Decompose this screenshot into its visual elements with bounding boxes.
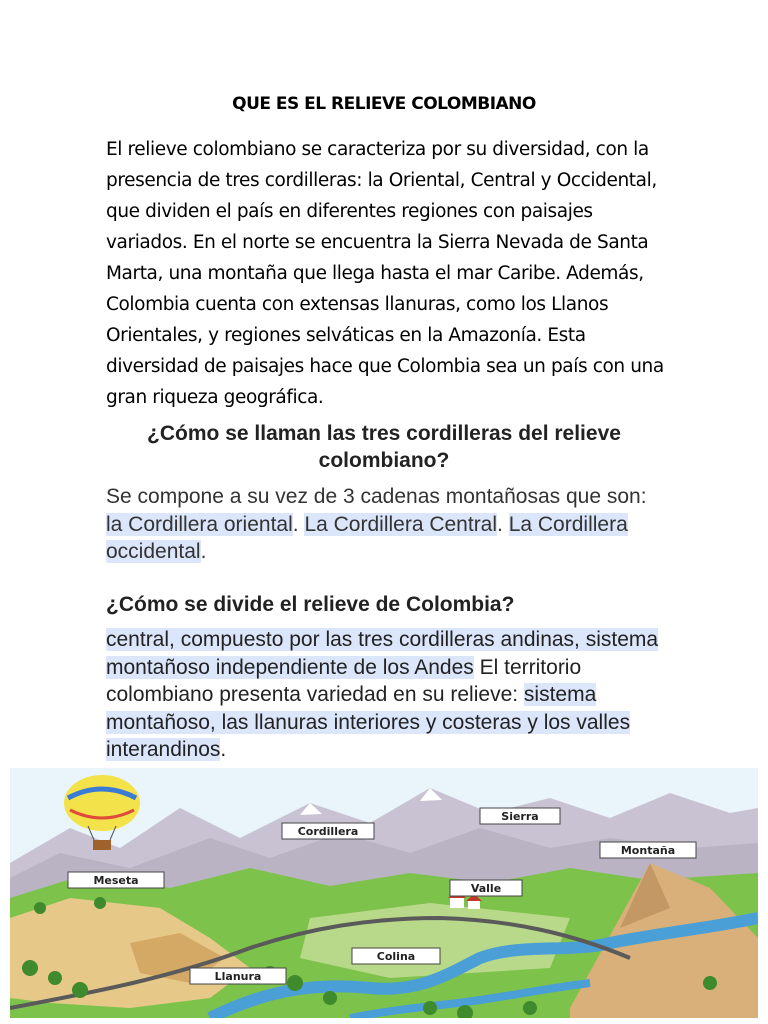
page-title: QUE ES EL RELIEVE COLOMBIANO bbox=[232, 94, 536, 114]
svg-text:Cordillera: Cordillera bbox=[297, 825, 359, 838]
label-valle bbox=[450, 880, 522, 896]
svg-text:Llanura: Llanura bbox=[214, 970, 262, 983]
svg-text:Montaña: Montaña bbox=[620, 844, 676, 857]
highlight-central: central, compuesto por las tres cordilleras andinas, sistema montañoso independiente de los Andes bbox=[106, 628, 659, 679]
label-cordillera bbox=[282, 823, 374, 839]
svg-text:Valle: Valle bbox=[470, 882, 502, 895]
label-montana bbox=[600, 842, 696, 858]
svg-text:Colina: Colina bbox=[376, 950, 416, 963]
answer-middle: El territorio colombiano presenta variedad en su relieve: bbox=[106, 655, 582, 706]
svg-text:Sierra: Sierra bbox=[501, 810, 539, 823]
label-meseta bbox=[68, 872, 164, 888]
separator: . bbox=[497, 512, 509, 536]
separator: . bbox=[292, 512, 305, 536]
highlight-cordillera-oriental: la Cordillera oriental bbox=[106, 512, 293, 536]
answer-cordilleras bbox=[106, 483, 666, 566]
label-llanura bbox=[190, 968, 286, 984]
label-colina bbox=[352, 948, 440, 964]
question-division: ¿Cómo se divide el relieve de Colombia? bbox=[106, 593, 515, 616]
period: . bbox=[220, 738, 227, 761]
answer-prefix: Se compone a su vez de 3 cadenas montañosas que son: bbox=[106, 485, 647, 508]
svg-text:Meseta: Meseta bbox=[93, 874, 139, 887]
highlight-cordillera-central: La Cordillera Central bbox=[304, 512, 498, 536]
period: . bbox=[200, 540, 207, 563]
valley-floor bbox=[300, 903, 570, 978]
answer-division bbox=[106, 626, 666, 764]
highlight-relieve-types: sistema montañoso, las llanuras interiores y costeras y los valles interandinos bbox=[106, 683, 631, 761]
intro-paragraph: El relieve colombiano se caracteriza por su diversidad, con la presencia de tres cordilleras: la Oriental, Central y Occidental, que dividen el país en diferentes regiones con paisajes variados. En el norte se encuentra la Sierra Nevada de Santa Marta, una montaña que llega hasta el mar Caribe. Además, Colombia cuenta con extensas llanuras, como los Llanos Orientales, y regiones selváticas en la Amazonía. Esta diversidad de paisajes hace que Colombia sea un país con una gran riqueza geográfica. bbox=[106, 139, 664, 408]
label-sierra bbox=[480, 808, 560, 824]
question-cordilleras: ¿Cómo se llaman las tres cordilleras del relieve colombiano? bbox=[147, 422, 621, 472]
relief-illustration bbox=[10, 768, 758, 1018]
highlight-cordillera-occidental: La Cordillera occidental bbox=[106, 512, 628, 563]
